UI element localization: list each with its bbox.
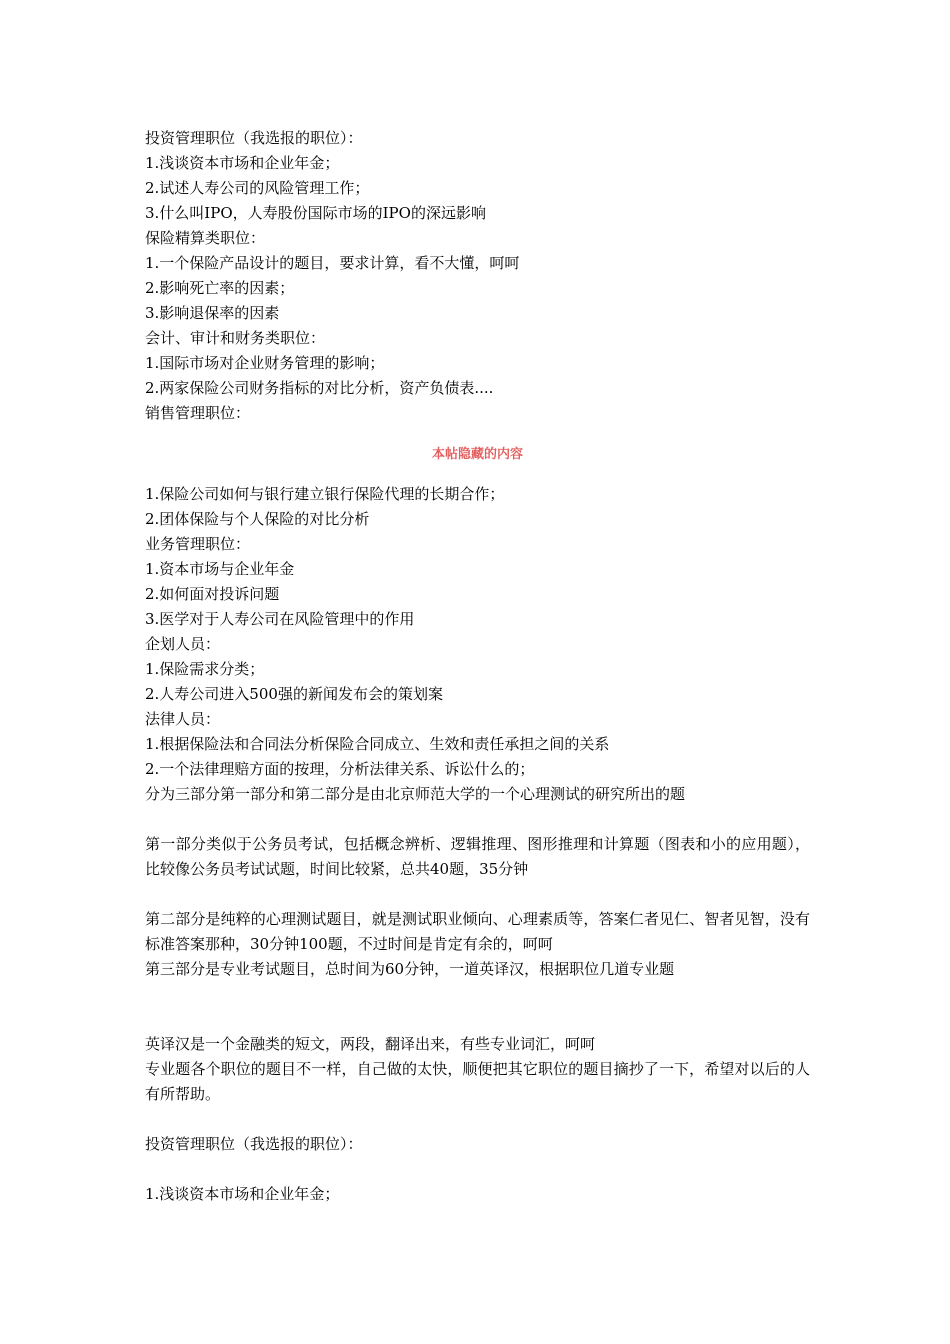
text-line: 3.什么叫IPO，人寿股份国际市场的IPO的深远影响 bbox=[145, 204, 486, 222]
text-line: 2.影响死亡率的因素； bbox=[145, 279, 295, 297]
paragraph-specialty: 专业题各个职位的题目不一样，自己做的太快，顺便把其它职位的题目摘抄了一下，希望对以后的人有所帮助。 bbox=[145, 1060, 810, 1103]
text-line: 会计、审计和财务类职位： bbox=[145, 329, 326, 347]
text-line: 1.保险需求分类； bbox=[145, 660, 265, 678]
spacer bbox=[145, 882, 810, 907]
paragraph-part2: 第二部分是纯粹的心理测试题目，就是测试职业倾向、心理素质等，答案仁者见仁、智者见智，没有标准答案那种，30分钟100题，不过时间是肯定有余的，呵呵 bbox=[145, 910, 810, 953]
paragraph-part1: 第一部分类似于公务员考试，包括概念辨析、逻辑推理、图形推理和计算题（图表和小的应用题），比较像公务员考试试题，时间比较紧，总共40题，35分钟 bbox=[145, 835, 810, 878]
text-line: 法律人员： bbox=[145, 710, 221, 728]
section-job-questions-2 bbox=[145, 482, 810, 807]
text-line: 3.影响退保率的因素 bbox=[145, 304, 280, 322]
paragraph-translation: 英译汉是一个金融类的短文，两段，翻译出来，有些专业词汇，呵呵 bbox=[145, 1035, 596, 1053]
text-line: 投资管理职位（我选报的职位）： bbox=[145, 129, 363, 147]
section-job-questions-1 bbox=[145, 126, 810, 426]
spacer bbox=[145, 1157, 810, 1182]
text-line: 1.一个保险产品设计的题目，要求计算，看不大懂，呵呵 bbox=[145, 254, 520, 272]
text-line: 1.浅谈资本市场和企业年金； bbox=[145, 154, 340, 172]
text-line: 1.国际市场对企业财务管理的影响； bbox=[145, 354, 385, 372]
text-line: 3.医学对于人寿公司在风险管理中的作用 bbox=[145, 610, 415, 628]
text-line: 1.保险公司如何与银行建立银行保险代理的长期合作； bbox=[145, 485, 505, 503]
text-line: 2.人寿公司进入500强的新闻发布会的策划案 bbox=[145, 685, 443, 703]
text-line: 企划人员： bbox=[145, 635, 221, 653]
text-line: 2.两家保险公司财务指标的对比分析，资产负债表.... bbox=[145, 379, 494, 397]
text-line: 业务管理职位： bbox=[145, 535, 251, 553]
text-line: 2.一个法律理赔方面的按理，分析法律关系、诉讼什么的； bbox=[145, 760, 535, 778]
spacer bbox=[145, 807, 810, 832]
spacer bbox=[145, 1107, 810, 1132]
hidden-content-notice: 本帖隐藏的内容 bbox=[431, 447, 523, 462]
text-line: 分为三部分第一部分和第二部分是由北京师范大学的一个心理测试的研究所出的题 bbox=[145, 785, 686, 803]
text-line: 1.根据保险法和合同法分析保险合同成立、生效和责任承担之间的关系 bbox=[145, 735, 610, 753]
repeat-heading: 投资管理职位（我选报的职位）： bbox=[145, 1135, 363, 1153]
text-line: 2.如何面对投诉问题 bbox=[145, 585, 280, 603]
text-line: 销售管理职位： bbox=[145, 404, 251, 422]
text-line: 1.资本市场与企业年金 bbox=[145, 560, 295, 578]
document-body bbox=[145, 126, 810, 1207]
text-line: 保险精算类职位： bbox=[145, 229, 266, 247]
text-line: 2.团体保险与个人保险的对比分析 bbox=[145, 510, 370, 528]
text-line: 2.试述人寿公司的风险管理工作； bbox=[145, 179, 370, 197]
spacer bbox=[145, 982, 810, 1032]
repeat-item: 1.浅谈资本市场和企业年金； bbox=[145, 1185, 340, 1203]
paragraph-part3: 第三部分是专业考试题目，总时间为60分钟，一道英译汉，根据职位几道专业题 bbox=[145, 960, 675, 978]
